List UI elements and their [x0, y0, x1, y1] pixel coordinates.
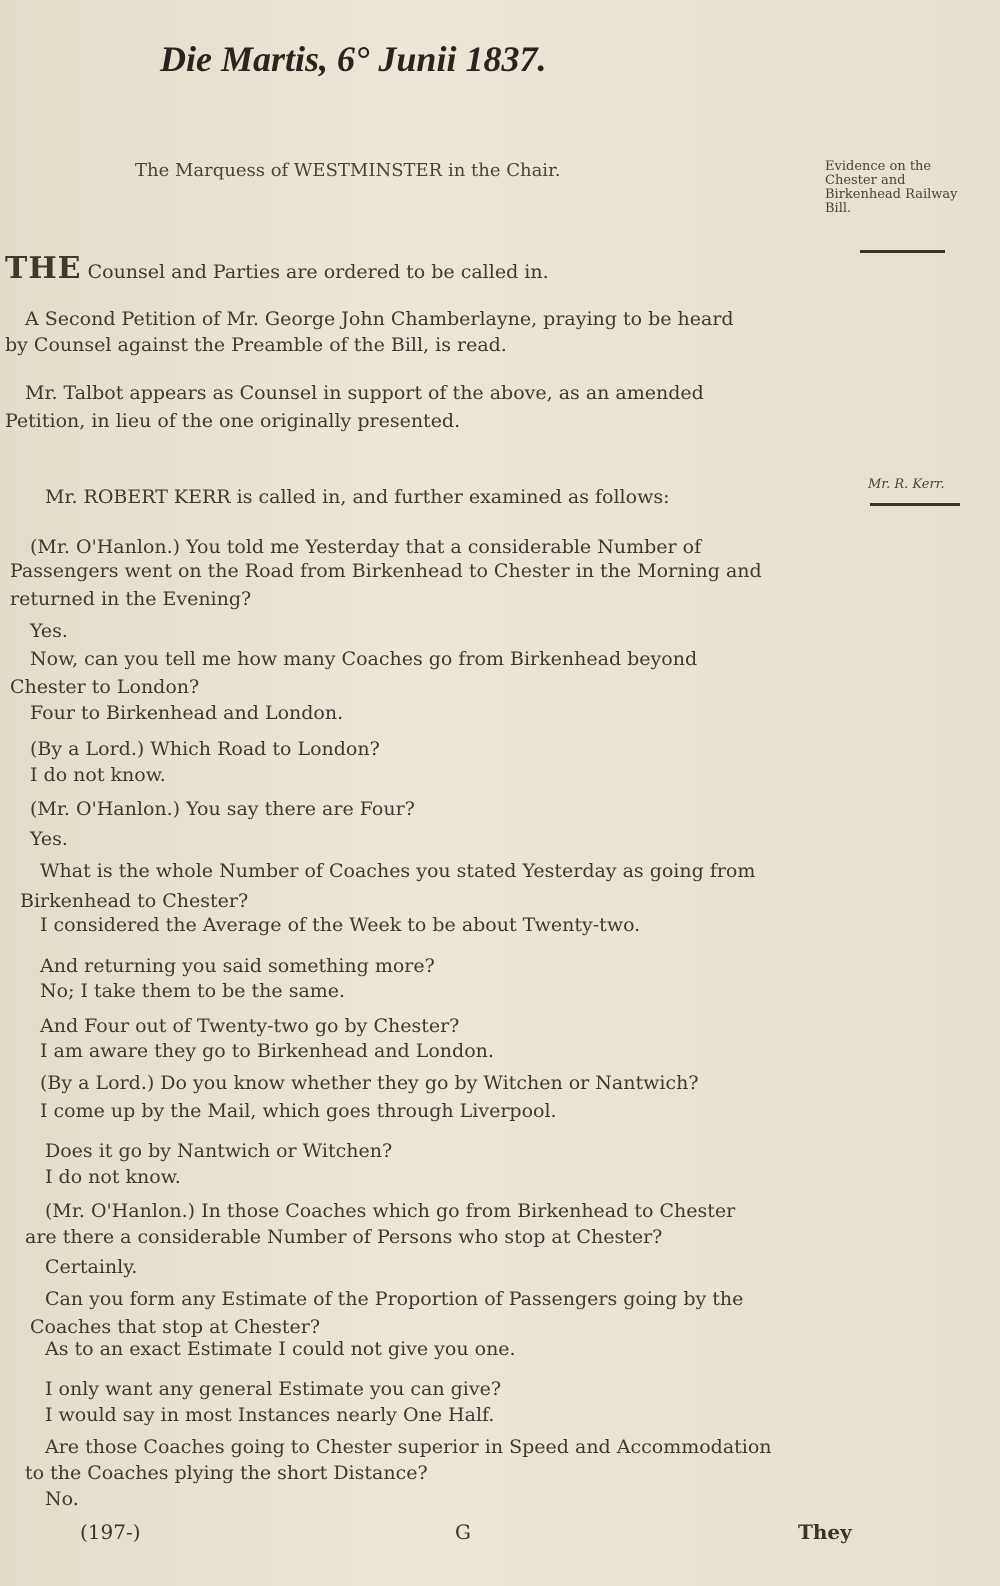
text-line: I do not know. [45, 1166, 181, 1188]
text-line: What is the whole Number of Coaches you stated Yesterday as going from [40, 860, 756, 882]
footer-sheet-number: (197-) [80, 1520, 141, 1544]
text-line: Yes. [30, 620, 68, 642]
text-line: Now, can you tell me how many Coaches go from Birkenhead beyond [30, 648, 698, 670]
text-line: THE Counsel and Parties are ordered to be called in. [5, 251, 549, 286]
text-line: Can you form any Estimate of the Proportion of Passengers going by the [45, 1288, 744, 1310]
text-line: Petition, in lieu of the one originally presented. [5, 410, 461, 432]
text-line: (Mr. O'Hanlon.) In those Coaches which go from Birkenhead to Chester [45, 1200, 736, 1222]
text-line: I do not know. [30, 764, 166, 786]
text-line: to the Coaches plying the short Distance? [25, 1462, 428, 1484]
text-line: (By a Lord.) Which Road to London? [30, 738, 380, 760]
text-line: I am aware they go to Birkenhead and London. [40, 1040, 494, 1062]
text-line: I only want any general Estimate you can give? [45, 1378, 502, 1400]
text-line: (Mr. O'Hanlon.) You told me Yesterday that a considerable Number of [30, 536, 702, 558]
text-line: I come up by the Mail, which goes through Liverpool. [40, 1100, 557, 1122]
text-line: Certainly. [45, 1256, 138, 1278]
margin-rule [870, 503, 960, 506]
text-line: As to an exact Estimate I could not give you one. [45, 1338, 516, 1360]
text-line: And Four out of Twenty-two go by Chester? [40, 1015, 460, 1037]
text-line: Birkenhead to Chester? [20, 890, 249, 912]
text-line: Passengers went on the Road from Birkenhead to Chester in the Morning and [10, 560, 762, 582]
text-line: A Second Petition of Mr. George John Chamberlayne, praying to be heard [25, 308, 734, 330]
text-line: Yes. [30, 828, 68, 850]
chair-line: The Marquess of WESTMINSTER in the Chair. [135, 160, 561, 181]
text-line: Mr. ROBERT KERR is called in, and further examined as follows: [45, 486, 670, 508]
text-line: Are those Coaches going to Chester superior in Speed and Accommodation [45, 1436, 772, 1458]
text-line: are there a considerable Number of Persons who stop at Chester? [25, 1226, 663, 1248]
text-line: And returning you said something more? [40, 955, 435, 977]
text-line: Does it go by Nantwich or Witchen? [45, 1140, 393, 1162]
text-line: I would say in most Instances nearly One Half. [45, 1404, 495, 1426]
text-line: by Counsel against the Preamble of the Bill, is read. [5, 334, 507, 356]
margin-note-witness: Mr. R. Kerr. [868, 477, 945, 492]
text-line: I considered the Average of the Week to be about Twenty-two. [40, 914, 641, 936]
footer-signature-mark: G [455, 1520, 471, 1544]
text-line: (Mr. O'Hanlon.) You say there are Four? [30, 798, 415, 820]
footer-catchword: They [798, 1520, 852, 1544]
text-line: Chester to London? [10, 676, 200, 698]
text-line: (By a Lord.) Do you know whether they go by Witchen or Nantwich? [40, 1072, 699, 1094]
text-line: No; I take them to be the same. [40, 980, 346, 1002]
text-line: Coaches that stop at Chester? [30, 1316, 321, 1338]
text-line: No. [45, 1488, 79, 1510]
margin-rule [860, 250, 945, 253]
text-line: Mr. Talbot appears as Counsel in support of the above, as an amended [25, 382, 704, 404]
text-line: returned in the Evening? [10, 588, 252, 610]
text-line: Four to Birkenhead and London. [30, 702, 344, 724]
margin-note-bill: Evidence on the Chester and Birkenhead Railway Bill. [825, 159, 958, 216]
page-title: Die Martis, 6° Junii 1837. [160, 39, 547, 79]
